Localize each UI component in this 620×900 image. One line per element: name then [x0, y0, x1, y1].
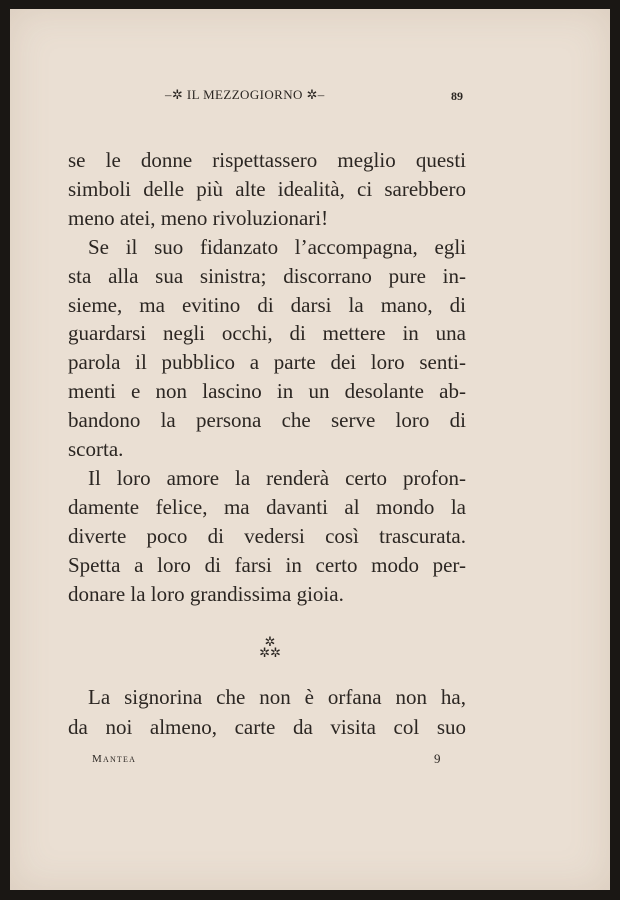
text-line: da noi almeno, carte da visita col suo	[68, 715, 466, 739]
text-line: sieme, ma evitino di darsi la mano, di	[68, 292, 466, 317]
text-line: La signorina che non è orfana non ha,	[88, 685, 466, 709]
text-line: damente felice, ma davanti al mondo la	[68, 494, 466, 519]
asterism-ornament	[255, 637, 285, 667]
asterism-top: ✲	[264, 635, 276, 650]
signature-mark: Mantea	[92, 753, 137, 765]
text-line: Se il suo fidanzato l’accompagna, egli	[88, 234, 466, 259]
text-line: meno atei, meno rivoluzionari!	[68, 205, 329, 230]
page-header	[10, 87, 610, 107]
text-line: se le donne rispettassero meglio questi	[68, 148, 466, 172]
page-number: 89	[451, 89, 463, 103]
next-section-text	[68, 682, 466, 742]
running-title: –✲ IL MEZZOGIORNO ✲–	[165, 87, 325, 102]
text-line: bandono la persona che serve loro di	[68, 408, 466, 433]
text-line: simboli delle più alte idealità, ci sarebbero	[68, 176, 466, 201]
text-line: diverte poco di vedersi così trascurata.	[68, 523, 466, 548]
book-page	[10, 9, 610, 890]
text-line: sta alla sua sinistra; discorrano pure in-	[68, 263, 466, 288]
asterism-bottom: ✲✲	[259, 646, 281, 661]
text-line: guardarsi negli occhi, di mettere in una	[68, 321, 466, 346]
main-text	[68, 146, 466, 609]
text-line: menti e non lascino in un desolante ab-	[68, 379, 466, 404]
text-line: scorta.	[68, 437, 124, 462]
sheet-number: 9	[434, 751, 441, 766]
text-line: parola il pubblico a parte dei loro senti-	[68, 350, 466, 375]
text-line: Spetta a loro di farsi in certo modo per-	[68, 552, 466, 577]
text-line: donare la loro grandissima gioia.	[68, 581, 344, 606]
text-line: Il loro amore la renderà certo profon-	[88, 465, 466, 490]
